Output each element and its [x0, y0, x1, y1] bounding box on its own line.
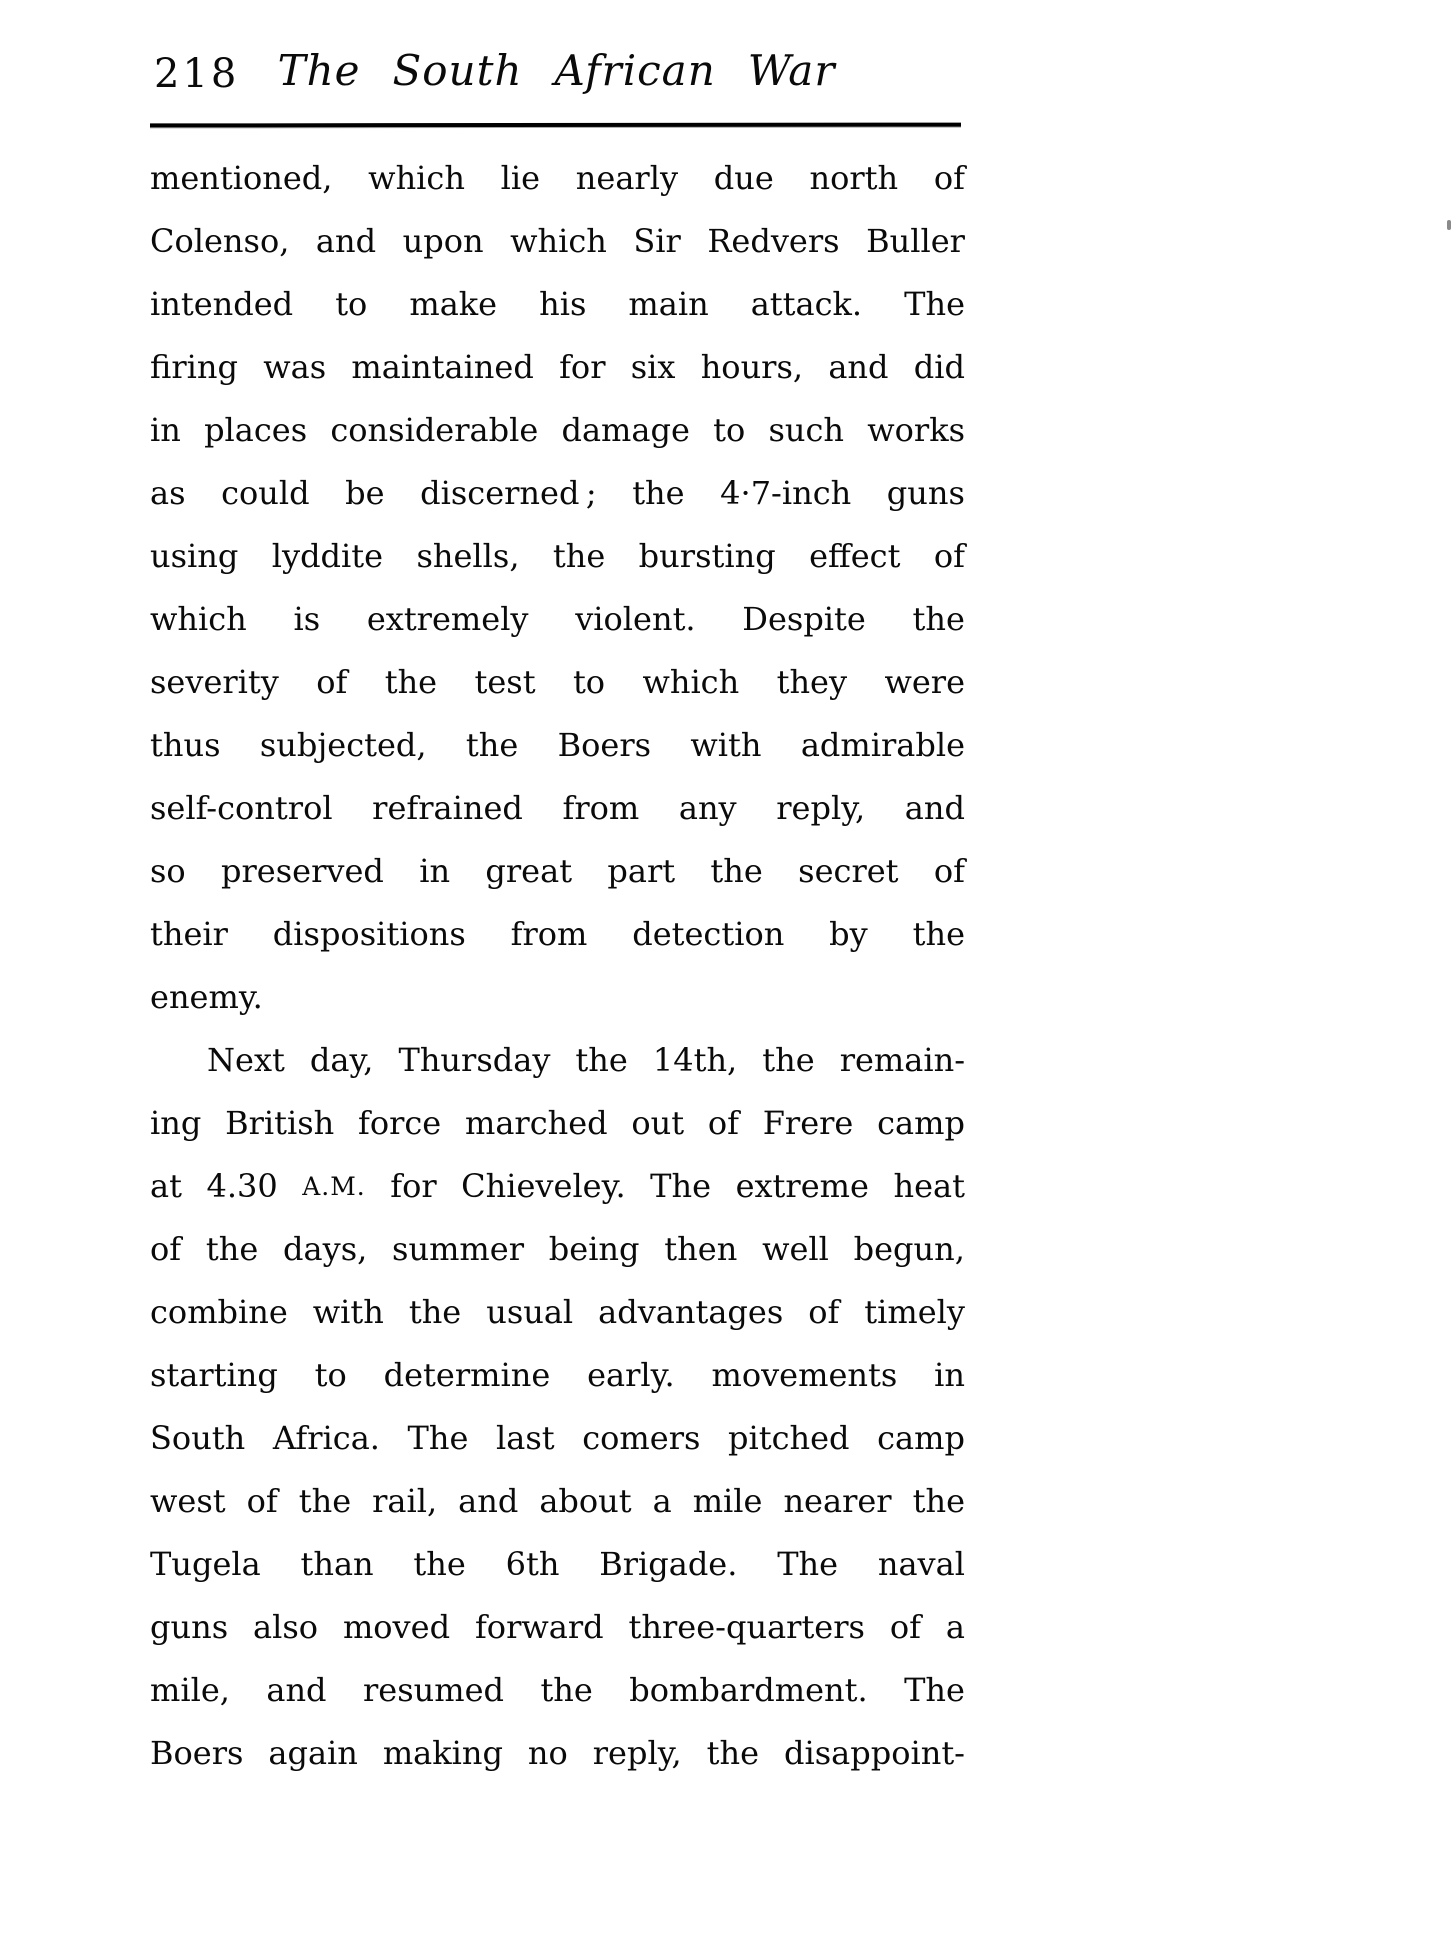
word: main: [628, 285, 709, 323]
word: the: [710, 852, 763, 890]
word: by: [829, 915, 868, 953]
word: The: [407, 1419, 469, 1457]
word: again: [268, 1734, 358, 1772]
word: Tugela: [150, 1545, 261, 1583]
text-line: [150, 903, 965, 966]
text-line: [150, 1029, 965, 1092]
text-line: [150, 714, 965, 777]
paragraph: [150, 1029, 965, 1785]
word: to: [335, 285, 368, 323]
word: The: [904, 1671, 965, 1709]
word: Redvers: [707, 222, 840, 260]
word: resumed: [362, 1671, 504, 1709]
word: last: [496, 1419, 555, 1457]
word: summer: [392, 1230, 524, 1268]
word: could: [221, 474, 310, 512]
word: preserved: [221, 852, 384, 890]
word: Boers: [150, 1734, 244, 1772]
word: in: [150, 411, 181, 449]
word: the: [912, 915, 965, 953]
word: to: [713, 411, 746, 449]
text-line: [150, 1470, 965, 1533]
word: usual: [486, 1293, 574, 1331]
word: Brigade.: [599, 1545, 738, 1583]
word: advantages: [598, 1293, 784, 1331]
word: Chieveley.: [461, 1167, 626, 1205]
header-rule: [150, 123, 961, 128]
word: from: [510, 915, 588, 953]
word: of: [246, 1482, 278, 1520]
text-line: [150, 1281, 965, 1344]
word: bombardment.: [629, 1671, 868, 1709]
word: and: [828, 348, 889, 386]
word: three-quarters: [628, 1608, 865, 1646]
word: admirable: [800, 726, 965, 764]
word: mile,: [150, 1671, 230, 1709]
word: were: [884, 663, 965, 701]
scan-speck: [1447, 220, 1451, 230]
word: 4·7-inch: [720, 474, 852, 512]
text-line: [150, 210, 965, 273]
word: well: [762, 1230, 829, 1268]
word: extremely: [366, 600, 529, 638]
word: force: [357, 1104, 442, 1142]
word: of: [707, 1104, 739, 1142]
word: comers: [582, 1419, 701, 1457]
word: the: [205, 1230, 259, 1268]
word: starting: [150, 1356, 278, 1394]
word: The: [904, 285, 965, 323]
word: detection: [632, 915, 785, 953]
word: lie: [500, 159, 541, 197]
word: and: [266, 1671, 327, 1709]
text-line: [150, 1533, 965, 1596]
word: using: [150, 537, 239, 575]
text-line: [150, 1344, 965, 1407]
word: a: [652, 1482, 672, 1520]
word: thus: [150, 726, 221, 764]
word: determine: [383, 1356, 551, 1394]
paragraph: [150, 147, 965, 1029]
word: any: [678, 789, 737, 827]
word: their: [150, 915, 228, 953]
word: as: [150, 474, 186, 512]
word: reply,: [776, 789, 866, 827]
word: dispositions: [272, 915, 466, 953]
word: lyddite: [271, 537, 384, 575]
word: and: [904, 789, 965, 827]
text-line: [150, 1722, 965, 1785]
word: and: [315, 222, 377, 260]
word: of: [933, 852, 965, 890]
word: Thursday: [398, 1041, 551, 1079]
word: 4.30: [206, 1167, 278, 1205]
text-line: [150, 336, 965, 399]
word: secret: [798, 852, 899, 890]
word: timely: [864, 1293, 965, 1331]
text-line: [150, 525, 965, 588]
word: forward: [474, 1608, 604, 1646]
word: great: [485, 852, 573, 890]
word: for: [559, 348, 606, 386]
word: which: [150, 600, 247, 638]
word: than: [300, 1545, 374, 1583]
word: about: [539, 1482, 632, 1520]
text-line: [150, 1596, 965, 1659]
text-line: [150, 1155, 965, 1218]
text-line: [150, 273, 965, 336]
word: rail,: [372, 1482, 438, 1520]
word: making: [382, 1734, 503, 1772]
word: day,: [309, 1041, 374, 1079]
word: of: [933, 159, 965, 197]
word: nearer: [783, 1482, 892, 1520]
word: moved: [342, 1608, 451, 1646]
word: bursting: [638, 537, 776, 575]
word: discerned ;: [420, 474, 597, 512]
word: which: [368, 159, 465, 197]
word: guns: [150, 1608, 229, 1646]
word: intended: [150, 285, 294, 323]
word: Frere: [762, 1104, 854, 1142]
word: refrained: [372, 789, 523, 827]
word: out: [631, 1104, 685, 1142]
word: Next: [207, 1041, 285, 1079]
word: the: [384, 663, 438, 701]
word: A.M.: [302, 1172, 366, 1201]
word: Africa.: [272, 1419, 380, 1457]
word: of: [808, 1293, 840, 1331]
word: is: [293, 600, 321, 638]
word: at: [150, 1167, 182, 1205]
word: works: [867, 411, 965, 449]
word: his: [539, 285, 587, 323]
word: Buller: [866, 222, 965, 260]
word: mentioned,: [150, 159, 333, 197]
word: camp: [877, 1104, 965, 1142]
word: they: [776, 663, 848, 701]
word: the: [465, 726, 519, 764]
word: the: [912, 1482, 965, 1520]
word: of: [933, 537, 965, 575]
word: the: [706, 1734, 760, 1772]
word: for: [390, 1167, 437, 1205]
text-line: [150, 462, 965, 525]
running-title: The South African War: [277, 46, 836, 95]
word: marched: [464, 1104, 608, 1142]
word: combine: [150, 1293, 288, 1331]
word: mile: [692, 1482, 763, 1520]
word: the: [762, 1041, 815, 1079]
word: the: [540, 1671, 593, 1709]
page-number: 218: [154, 51, 240, 97]
word: British: [225, 1104, 335, 1142]
word: Colenso,: [150, 222, 290, 260]
word: test: [474, 663, 536, 701]
text-line: [150, 1659, 965, 1722]
word: west: [150, 1482, 226, 1520]
word: South: [150, 1419, 246, 1457]
word: which: [510, 222, 607, 260]
word: of: [150, 1230, 182, 1268]
word: such: [768, 411, 845, 449]
word: was: [263, 348, 327, 386]
word: subjected,: [259, 726, 427, 764]
word: begun,: [853, 1230, 965, 1268]
word: naval: [877, 1545, 965, 1583]
word: enemy.: [150, 978, 263, 1016]
word: effect: [809, 537, 901, 575]
word: in: [419, 852, 451, 890]
word: to: [572, 663, 606, 701]
text-line: [150, 651, 965, 714]
text-line: [150, 1092, 965, 1155]
word: ing: [150, 1104, 202, 1142]
word: guns: [886, 474, 965, 512]
word: no: [527, 1734, 568, 1772]
word: nearly: [575, 159, 679, 197]
page-body: [150, 147, 965, 1785]
word: did: [913, 348, 965, 386]
word: upon: [402, 222, 484, 260]
text-line: [150, 840, 965, 903]
word: so: [150, 852, 186, 890]
word: the: [298, 1482, 352, 1520]
word: north: [809, 159, 899, 197]
word: of: [889, 1608, 921, 1646]
text-line: [150, 1407, 965, 1470]
word: also: [253, 1608, 319, 1646]
word: severity: [150, 663, 279, 701]
word: pitched: [728, 1419, 850, 1457]
word: days,: [283, 1230, 368, 1268]
word: a: [945, 1608, 965, 1646]
word: damage: [561, 411, 690, 449]
word: self-control: [150, 789, 333, 827]
word: The: [777, 1545, 839, 1583]
word: Sir: [633, 222, 681, 260]
word: extreme: [735, 1167, 869, 1205]
word: to: [314, 1356, 347, 1394]
text-line: [150, 966, 965, 1029]
word: disappoint-: [784, 1734, 965, 1772]
word: then: [664, 1230, 738, 1268]
word: firing: [150, 348, 238, 386]
word: 14th,: [652, 1041, 738, 1079]
word: and: [458, 1482, 519, 1520]
text-line: [150, 147, 965, 210]
word: part: [607, 852, 676, 890]
word: of: [316, 663, 348, 701]
word: Despite: [742, 600, 866, 638]
word: with: [690, 726, 762, 764]
word: considerable: [330, 411, 539, 449]
word: hours,: [700, 348, 804, 386]
word: movements: [711, 1356, 898, 1394]
word: reply,: [592, 1734, 682, 1772]
word: places: [204, 411, 308, 449]
word: make: [409, 285, 498, 323]
word: camp: [877, 1419, 965, 1457]
word: in: [934, 1356, 965, 1394]
word: The: [650, 1167, 712, 1205]
word: the: [632, 474, 685, 512]
word: violent.: [575, 600, 696, 638]
text-line: [150, 777, 965, 840]
word: Boers: [557, 726, 652, 764]
word: being: [548, 1230, 640, 1268]
text-line: [150, 1218, 965, 1281]
word: early.: [587, 1356, 675, 1394]
word: the: [575, 1041, 628, 1079]
word: the: [413, 1545, 466, 1583]
word: which: [642, 663, 740, 701]
running-header: [150, 42, 963, 102]
text-line: [150, 588, 965, 651]
word: heat: [893, 1167, 965, 1205]
word: due: [713, 159, 774, 197]
word: from: [562, 789, 640, 827]
word: the: [912, 600, 965, 638]
word: the: [408, 1293, 462, 1331]
word: remain-: [839, 1041, 965, 1079]
word: the: [552, 537, 606, 575]
word: 6th: [505, 1545, 560, 1583]
word: six: [630, 348, 676, 386]
word: attack.: [750, 285, 863, 323]
text-line: [150, 399, 965, 462]
word: be: [345, 474, 385, 512]
word: with: [312, 1293, 384, 1331]
word: maintained: [351, 348, 534, 386]
word: shells,: [416, 537, 520, 575]
